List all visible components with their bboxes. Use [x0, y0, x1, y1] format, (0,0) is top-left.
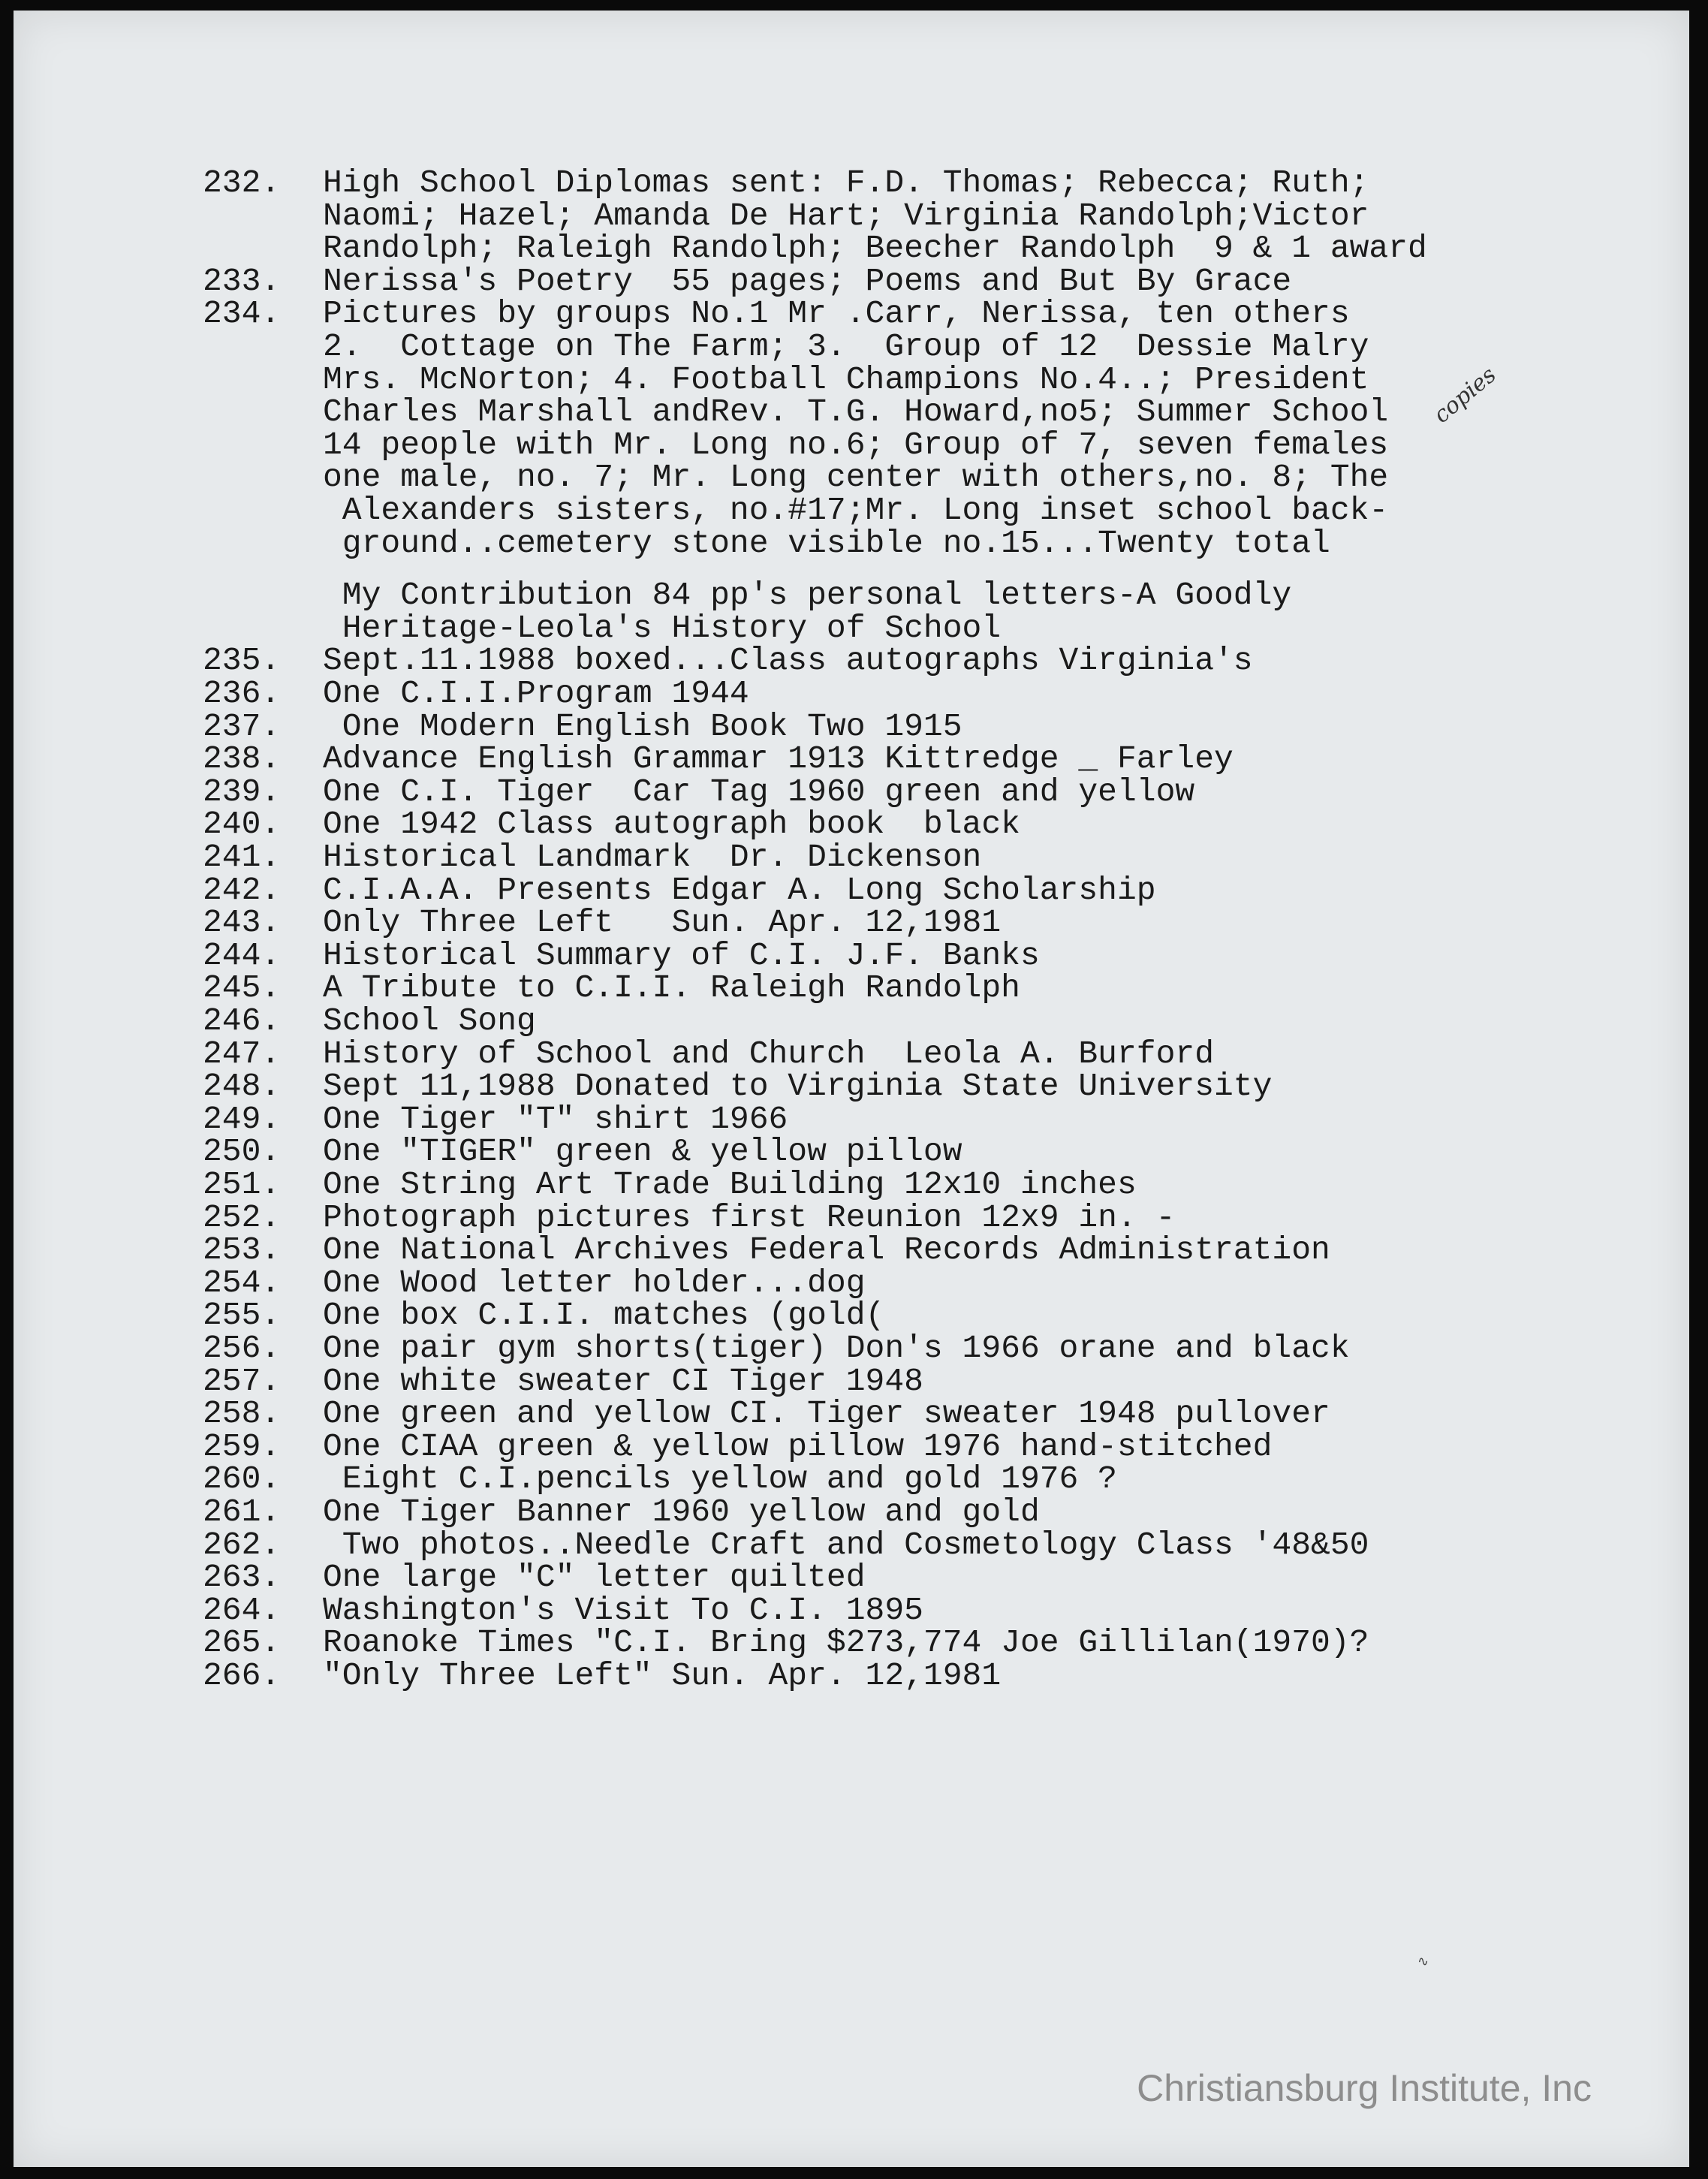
item-number: 263. [203, 1559, 281, 1596]
item-number: 249. [203, 1101, 281, 1138]
item-text: Sept 11,1988 Donated to Virginia State University [323, 1068, 1273, 1105]
handwritten-annotation: copies [1429, 361, 1502, 429]
item-text: One white sweater CI Tiger 1948 [323, 1363, 923, 1400]
item-text: Advance English Grammar 1913 Kittredge _ Farley [323, 740, 1234, 777]
item-text: One String Art Trade Building 12x10 inches [323, 1166, 1137, 1203]
item-text: "Only Three Left" Sun. Apr. 12,1981 [323, 1657, 1002, 1694]
item-number: 259. [203, 1428, 281, 1465]
item-number: 257. [203, 1363, 281, 1400]
item-text: One Tiger Banner 1960 yellow and gold [323, 1493, 1040, 1530]
item-text: Charles Marshall andRev. T.G. Howard,no5; Summer School [323, 393, 1389, 430]
item-number: 246. [203, 1002, 281, 1039]
item-text: One C.I. Tiger Car Tag 1960 green and yellow [323, 773, 1195, 810]
item-text: One green and yellow CI. Tiger sweater 1948 pullover [323, 1395, 1330, 1432]
footer-watermark: Christiansburg Institute, Inc [1137, 2067, 1592, 2109]
item-text: One box C.I.I. matches (gold( [323, 1297, 885, 1334]
item-number: 232. [203, 164, 281, 201]
item-number: 248. [203, 1068, 281, 1105]
pen-mark: ∿ [1417, 1954, 1429, 1970]
item-number: 266. [203, 1657, 281, 1694]
item-number: 254. [203, 1264, 281, 1301]
item-text: ground..cemetery stone visible no.15...Twenty total [323, 525, 1330, 562]
item-text: One C.I.I.Program 1944 [323, 675, 749, 712]
item-text: Eight C.I.pencils yellow and gold 1976 ? [323, 1460, 1117, 1497]
item-text: My Contribution 84 pp's personal letters-A Goodly [323, 577, 1292, 613]
item-number: 265. [203, 1624, 281, 1661]
item-text: One large "C" letter quilted [323, 1559, 866, 1596]
item-number: 242. [203, 872, 281, 909]
item-number: 253. [203, 1231, 281, 1268]
item-text: Heritage-Leola's History of School [323, 610, 1002, 646]
item-text: Photograph pictures first Reunion 12x9 in. - [323, 1199, 1176, 1236]
item-number: 234. [203, 295, 281, 332]
item-number: 233. [203, 263, 281, 300]
item-text: Two photos..Needle Craft and Cosmetology Class '48&50 [323, 1527, 1369, 1563]
item-text: Alexanders sisters, no.#17;Mr. Long inset school back- [323, 492, 1389, 529]
item-text: 2. Cottage on The Farm; 3. Group of 12 Dessie Malry [323, 328, 1369, 365]
item-number: 238. [203, 740, 281, 777]
item-text: 14 people with Mr. Long no.6; Group of 7, seven females [323, 426, 1389, 463]
item-text: One Modern English Book Two 1915 [323, 708, 962, 745]
item-text: One pair gym shorts(tiger) Don's 1966 orane and black [323, 1330, 1350, 1367]
item-number: 256. [203, 1330, 281, 1367]
item-text: One CIAA green & yellow pillow 1976 hand-stitched [323, 1428, 1273, 1465]
item-text: One Wood letter holder...dog [323, 1264, 866, 1301]
item-number: 261. [203, 1493, 281, 1530]
typed-list [14, 11, 1689, 2167]
item-number: 243. [203, 904, 281, 941]
item-text: Mrs. McNorton; 4. Football Champions No.4..; President [323, 361, 1369, 398]
item-text: History of School and Church Leola A. Burford [323, 1035, 1214, 1072]
item-text: Nerissa's Poetry 55 pages; Poems and But By Grace [323, 263, 1292, 300]
item-number: 244. [203, 937, 281, 974]
item-number: 245. [203, 969, 281, 1006]
item-text: Only Three Left Sun. Apr. 12,1981 [323, 904, 1002, 941]
item-text: Sept.11.1988 boxed...Class autographs Virginia's [323, 642, 1253, 679]
item-text: C.I.A.A. Presents Edgar A. Long Scholarship [323, 872, 1156, 909]
item-number: 235. [203, 642, 281, 679]
item-text: School Song [323, 1002, 536, 1039]
item-text: Randolph; Raleigh Randolph; Beecher Randolph 9 & 1 award [323, 230, 1427, 267]
item-text: A Tribute to C.I.I. Raleigh Randolph [323, 969, 1020, 1006]
item-text: one male, no. 7; Mr. Long center with others,no. 8; The [323, 459, 1389, 496]
item-number: 240. [203, 806, 281, 842]
document-page [14, 11, 1689, 2167]
item-number: 250. [203, 1133, 281, 1170]
item-number: 255. [203, 1297, 281, 1334]
item-number: 262. [203, 1527, 281, 1563]
item-text: Washington's Visit To C.I. 1895 [323, 1592, 923, 1629]
item-text: One "TIGER" green & yellow pillow [323, 1133, 962, 1170]
item-number: 258. [203, 1395, 281, 1432]
item-number: 241. [203, 839, 281, 876]
item-text: Naomi; Hazel; Amanda De Hart; Virginia Randolph;Victor [323, 197, 1369, 234]
item-text: One National Archives Federal Records Administration [323, 1231, 1330, 1268]
item-text: Pictures by groups No.1 Mr .Carr, Nerissa, ten others [323, 295, 1350, 332]
item-text: One Tiger "T" shirt 1966 [323, 1101, 788, 1138]
item-text: Roanoke Times "C.I. Bring $273,774 Joe Gillilan(1970)? [323, 1624, 1369, 1661]
item-number: 247. [203, 1035, 281, 1072]
item-number: 260. [203, 1460, 281, 1497]
item-text: One 1942 Class autograph book black [323, 806, 1020, 842]
item-text: High School Diplomas sent: F.D. Thomas; Rebecca; Ruth; [323, 164, 1369, 201]
item-number: 236. [203, 675, 281, 712]
item-number: 252. [203, 1199, 281, 1236]
item-number: 239. [203, 773, 281, 810]
item-number: 237. [203, 708, 281, 745]
item-text: Historical Summary of C.I. J.F. Banks [323, 937, 1040, 974]
item-number: 251. [203, 1166, 281, 1203]
item-text: Historical Landmark Dr. Dickenson [323, 839, 982, 876]
item-number: 264. [203, 1592, 281, 1629]
